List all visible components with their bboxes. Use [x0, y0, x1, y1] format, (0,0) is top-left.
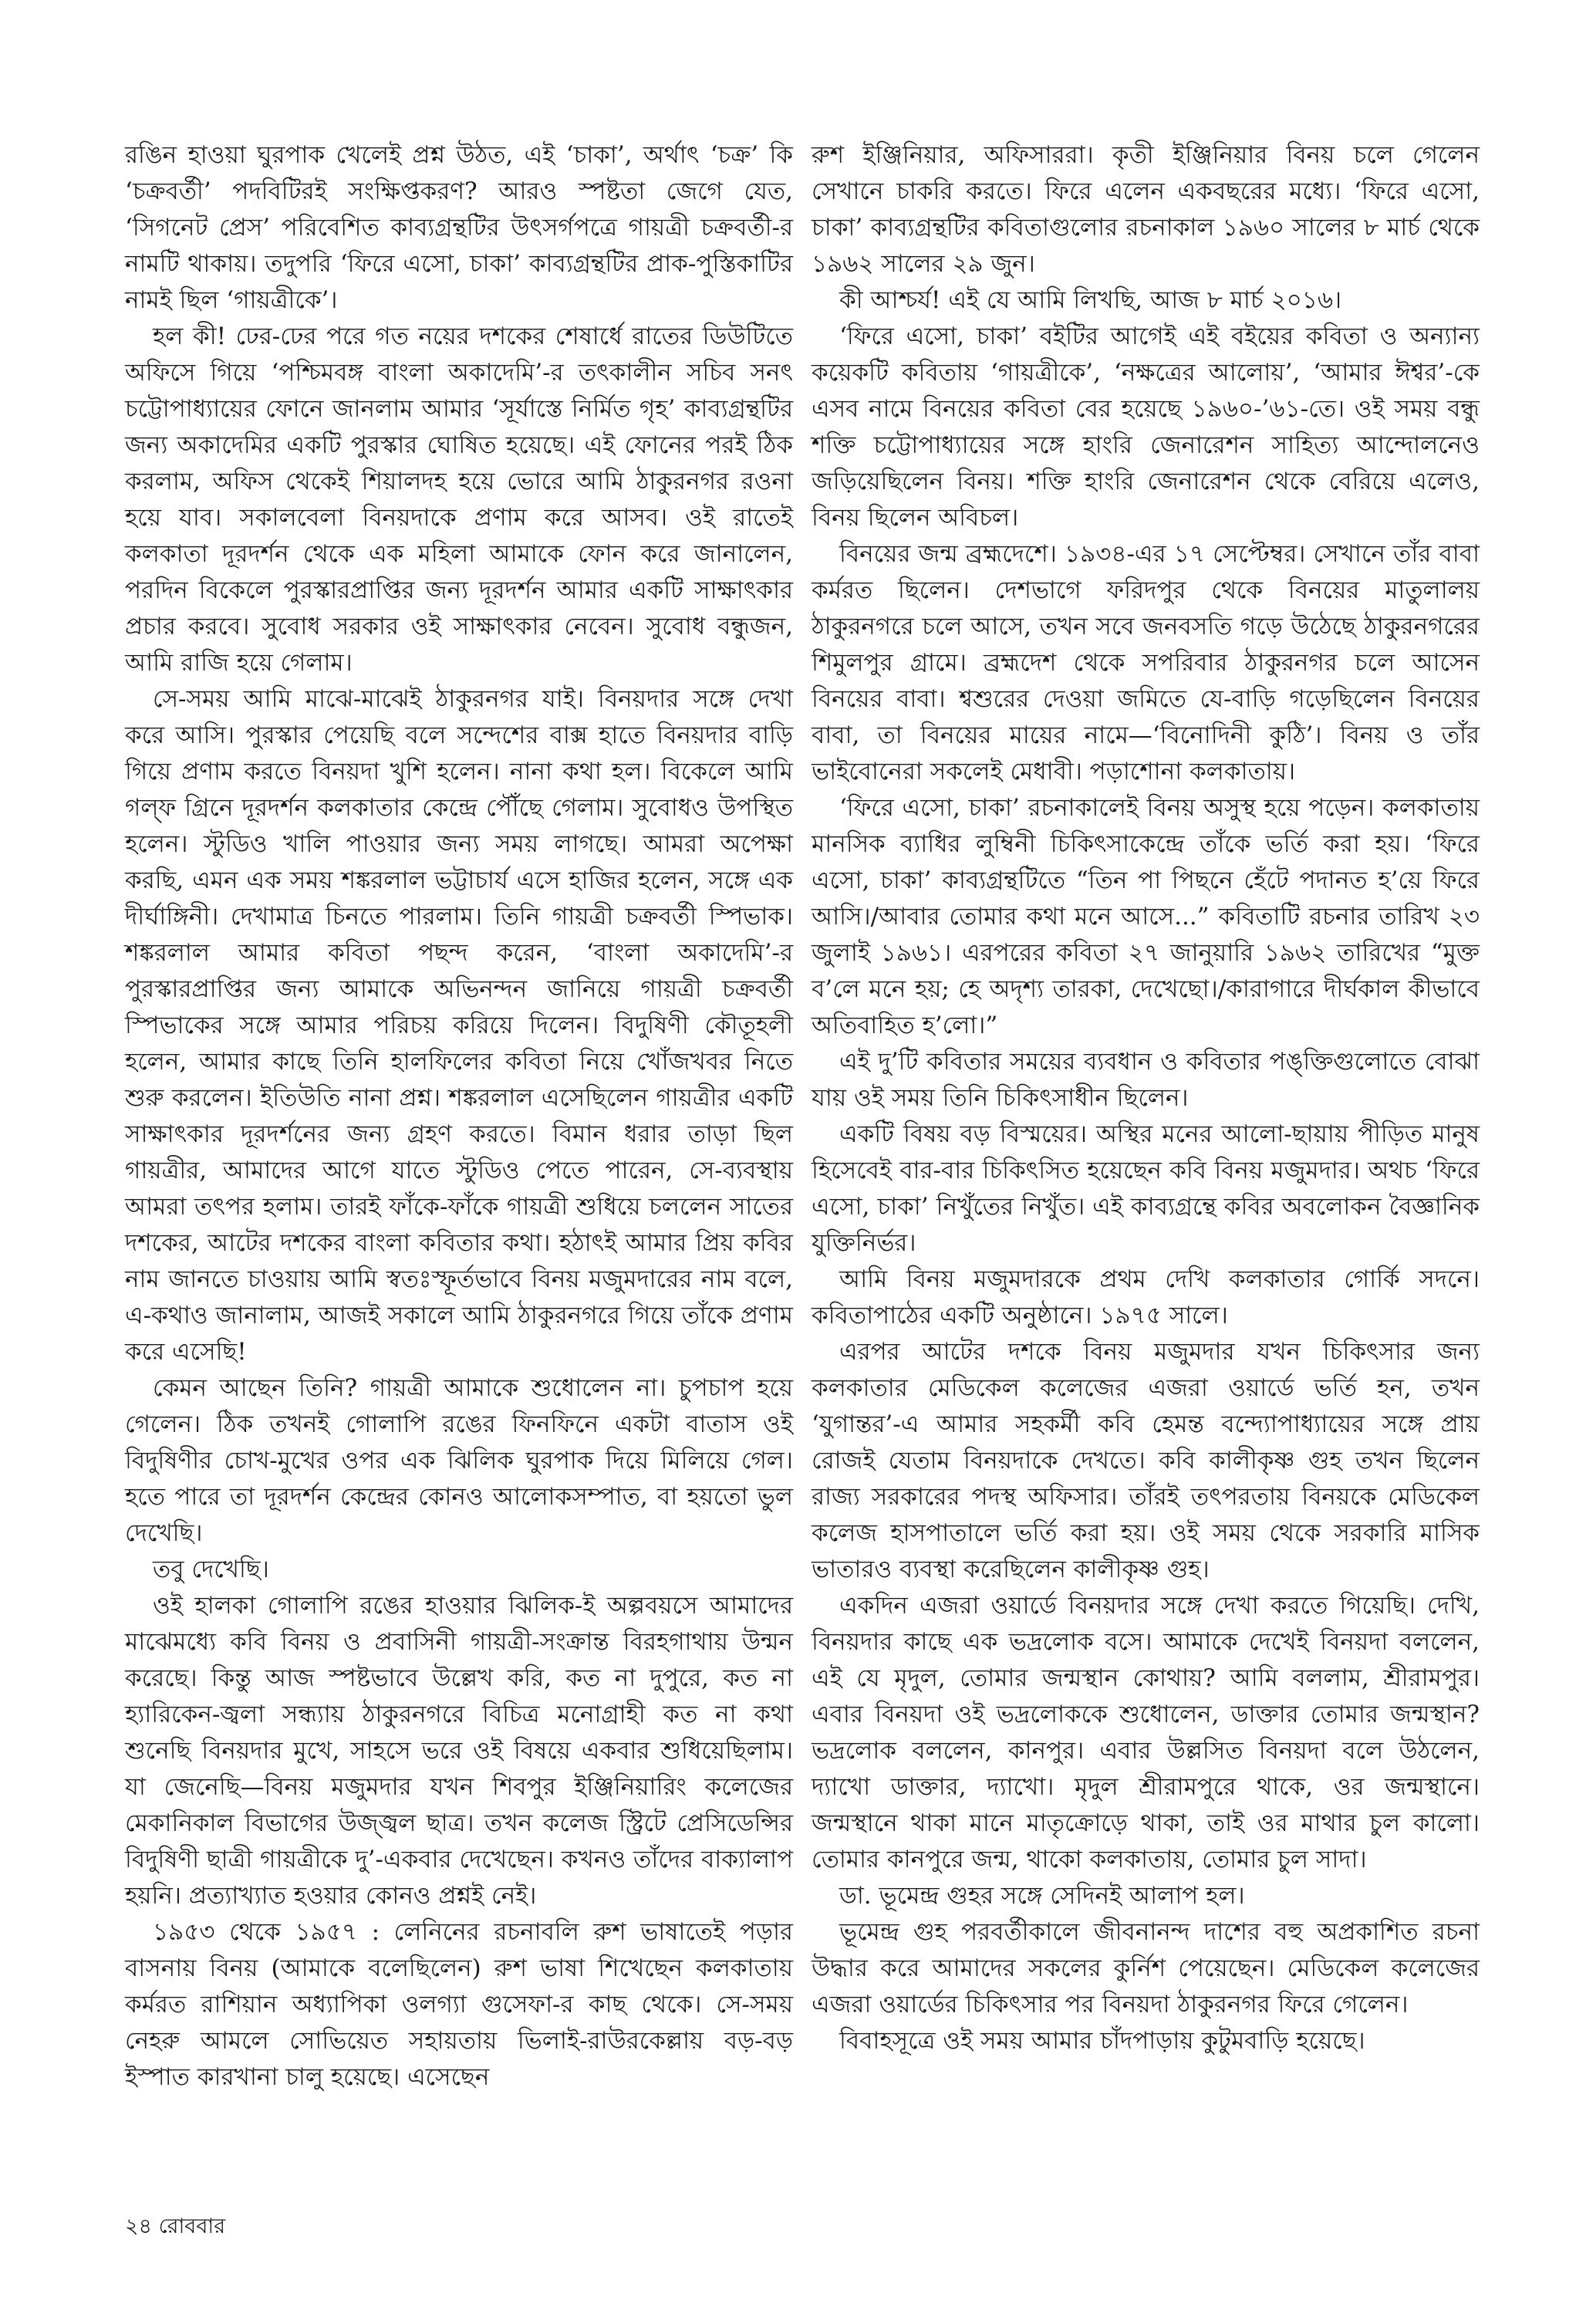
paragraph: ‘ফিরে এসো, চাকা’ বইটির আগেই এই বইয়ের কবিতা ও অন্যান্য কয়েকটি কবিতায় ‘গায়ত্রীকে’, ‘নক্ষত্রের আলোয়’, ‘আমার ঈশ্বর’-কে এসব নামে বিনয়ের কবিতা বের হয়েছে ১৯৬০-’৬১-তে। ওই সময় বন্ধু শক্তি চট্টোপাধ্যায়ের সঙ্গে হাংরি জেনারেশন সাহিত্য আন্দোলনেও জড়িয়েছিলেন বিনয়। শক্তি হাংরি জেনারেশন থেকে বেরিয়ে এলেও, বিনয় ছিলেন অবিচল। — [812, 323, 1480, 532]
paragraph: ‘ফিরে এসো, চাকা’ রচনাকালেই বিনয় অসুস্থ হয়ে পড়েন। কলকাতায় মানসিক ব্যাধির লুম্বিনী চিকিৎসাকেন্দ্রে তাঁকে ভর্তি করা হয়। ‘ফিরে এসো, চাকা’ কাব্যগ্রন্থটিতে “তিন পা পিছনে হেঁটে পদানত হ’য়ে ফিরে আসি।/আবার তোমার কথা মনে আসে...” কবিতাটি রচনার তারিখ ২৩ জুলাই ১৯৬১। এরপরের কবিতা ২৭ জানুয়ারি ১৯৬২ তারিখের “মুক্ত ব’লে মনে হয়; হে অদৃশ্য তারকা, দেখেছো।/কারাগারে দীর্ঘকাল কীভাবে অতিবাহিত হ’লো।” — [812, 794, 1480, 1039]
right-column — [812, 137, 1480, 2059]
paragraph: বিবাহসূত্রে ওই সময় আমার চাঁদপাড়ায় কুটুমবাড়ি হয়েছে। — [839, 2027, 1365, 2055]
paragraph: বিনয়ের জন্ম ব্রহ্মদেশে। ১৯৩৪-এর ১৭ সেপ্টেম্বর। সেখানে তাঁর বাবা কর্মরত ছিলেন। দেশভাগে ফরিদপুর থেকে বিনয়ের মাতুলালয় ঠাকুরনগরে চলে আসে, তখন সবে জনবসতি গড়ে উঠেছে ঠাকুরনগরের শিমুলপুর গ্রামে। ব্রহ্মদেশ থেকে সপরিবার ঠাকুরনগর চলে আসেন বিনয়ের বাবা। শ্বশুরের দেওয়া জমিতে যে-বাড়ি গড়েছিলেন বিনয়ের বাবা, তা বিনয়ের মায়ের নামে—‘বিনোদিনী কুঠি’। বিনয় ও তাঁর ভাইবোনেরা সকলেই মেধাবী। পড়াশোনা কলকাতায়। — [812, 540, 1480, 785]
paragraph: কী আশ্চর্য! এই যে আমি লিখছি, আজ ৮ মার্চ ২০১৬। — [839, 286, 1342, 314]
left-column — [125, 137, 793, 2096]
paragraph: ডা. ভূমেন্দ্র গুহর সঙ্গে সেদিনই আলাপ হল। — [839, 1882, 1245, 1910]
paragraph: কেমন আছেন তিনি? গায়ত্রী আমাকে শুধোলেন না। চুপচাপ হয়ে গেলেন। ঠিক তখনই গোলাপি রঙের ফিনফিনে একটা বাতাস ওই বিদুষিণীর চোখ-মুখের ওপর এক ঝিলিক ঘুরপাক দিয়ে মিলিয়ে গেল। হতে পারে তা দূরদর্শন কেন্দ্রের কোনও আলোকসম্পাত, বা হয়তো ভুল দেখেছি। — [125, 1374, 793, 1547]
paragraph: এরপর আটের দশকে বিনয় মজুমদার যখন চিকিৎসার জন্য কলকাতার মেডিকেল কলেজের এজরা ওয়ার্ডে ভর্তি হন, তখন ‘যুগান্তর’-এ আমার সহকর্মী কবি হেমন্ত বন্দ্যোপাধ্যায়ের সঙ্গে প্রায় রোজই যেতাম বিনয়দাকে দেখতে। কবি কালীকৃষ্ণ গুহ তখন ছিলেন রাজ্য সরকারের পদস্থ অফিসার। তাঁরই তৎপরতায় বিনয়কে মেডিকেল কলেজ হাসপাতালে ভর্তি করা হয়। ওই সময় থেকে সরকারি মাসিক ভাতারও ব্যবস্থা করেছিলেন কালীকৃষ্ণ গুহ। — [812, 1338, 1480, 1583]
paragraph: রুশ ইঞ্জিনিয়ার, অফিসাররা। কৃতী ইঞ্জিনিয়ার বিনয় চলে গেলেন সেখানে চাকরি করতে। ফিরে এলেন একবছরের মধ্যে। ‘ফিরে এসো, চাকা’ কাব্যগ্রন্থটির কবিতাগুলোর রচনাকাল ১৯৬০ সালের ৮ মার্চ থেকে ১৯৬২ সালের ২৯ জুন। — [812, 141, 1480, 278]
paragraph: একটি বিষয় বড় বিস্ময়ের। অস্থির মনের আলো-ছায়ায় পীড়িত মানুষ হিসেবেই বার-বার চিকিৎসিত হয়েছেন কবি বিনয় মজুমদার। অথচ ‘ফিরে এসো, চাকা’ নিখুঁতের নিখুঁত। এই কাব্যগ্রন্থে কবির অবলোকন বৈজ্ঞানিক যুক্তিনির্ভর। — [812, 1120, 1480, 1257]
page-number: ২৪ — [125, 2214, 153, 2238]
paragraph: তবু দেখেছি। — [153, 1556, 269, 1583]
magazine-name: রোববার — [158, 2214, 226, 2238]
paragraph: হল কী! ঢের-ঢের পরে গত নয়ের দশকের শেষার্ধে রাতের ডিউটিতে অফিসে গিয়ে ‘পশ্চিমবঙ্গ বাংলা অকাদেমি’-র তৎকালীন সচিব সনৎ চট্টোপাধ্যায়ের ফোনে জানলাম আমার ‘সূর্যাস্তে নির্মিত গৃহ’ কাব্যগ্রন্থটির জন্য অকাদেমির একটি পুরস্কার ঘোষিত হয়েছে। এই ফোনের পরই ঠিক করলাম, অফিস থেকেই শিয়ালদহ হয়ে ভোরে আমি ঠাকুরনগর রওনা হয়ে যাব। সকালবেলা বিনয়দাকে প্রণাম করে আসব। ওই রাতেই কলকাতা দূরদর্শন থেকে এক মহিলা আমাকে ফোন করে জানালেন, পরদিন বিকেলে পুরস্কারপ্রাপ্তির জন্য দূরদর্শন আমার একটি সাক্ষাৎকার প্রচার করবে। সুবোধ সরকার ওই সাক্ষাৎকার নেবেন। সুবোধ বন্ধুজন, আমি রাজি হয়ে গেলাম। — [125, 323, 793, 677]
paragraph: আমি বিনয় মজুমদারকে প্রথম দেখি কলকাতার গোর্কি সদনে। কবিতাপাঠের একটি অনুষ্ঠানে। ১৯৭৫ সালে। — [812, 1265, 1480, 1329]
paragraph: ১৯৫৩ থেকে ১৯৫৭ : লেনিনের রচনাবলি রুশ ভাষাতেই পড়ার বাসনায় বিনয় (আমাকে বলেছিলেন) রুশ ভাষা শিখেছেন কলকাতায় কর্মরত রাশিয়ান অধ্যাপিকা ওলগ্যা গুসেফা-র কাছ থেকে। সে-সময় নেহরু আমলে সোভিয়েত সহায়তায় ভিলাই-রাউরকেল্লায় বড়-বড় ইস্পাত কারখানা চালু হয়েছে। এসেছেন — [125, 1918, 793, 2091]
paragraph: এই দু’টি কবিতার সময়ের ব্যবধান ও কবিতার পঙ্‌ক্তিগুলোতে বোঝা যায় ওই সময় তিনি চিকিৎসাধীন ছিলেন। — [812, 1048, 1480, 1112]
paragraph: একদিন এজরা ওয়ার্ডে বিনয়দার সঙ্গে দেখা করতে গিয়েছি। দেখি, বিনয়দার কাছে এক ভদ্রলোক বসে। আমাকে দেখেই বিনয়দা বললেন, এই যে মৃদুল, তোমার জন্মস্থান কোথায়? আমি বললাম, শ্রীরামপুর। এবার বিনয়দা ওই ভদ্রলোককে শুধোলেন, ডাক্তার তোমার জন্মস্থান? ভদ্রলোক বললেন, কানপুর। এবার উল্লসিত বিনয়দা বলে উঠলেন, দ্যাখো ডাক্তার, দ্যাখো। মৃদুল শ্রীরামপুরে থাকে, ওর জন্মস্থানে। জন্মস্থানে থাকা মানে মাতৃক্রোড়ে থাকা, তাই ওর মাথার চুল কালো। তোমার কানপুরে জন্ম, থাকো কলকাতায়, তোমার চুল সাদা। — [812, 1592, 1480, 1873]
paragraph: রঙিন হাওয়া ঘুরপাক খেলেই প্রশ্ন উঠত, এই ‘চাকা’, অর্থাৎ ‘চক্র’ কি ‘চক্রবর্তী’ পদবিটিরই সংক্ষিপ্তকরণ? আরও স্পষ্টতা জেগে যেত, ‘সিগনেট প্রেস’ পরিবেশিত কাব্যগ্রন্থটির উৎসর্গপত্রে গায়ত্রী চক্রবর্তী-র নামটি থাকায়। তদুপরি ‘ফিরে এসো, চাকা’ কাব্যগ্রন্থটির প্রাক-পুস্তিকাটির নামই ছিল ‘গায়ত্রীকে’। — [125, 141, 793, 314]
paragraph: সে-সময় আমি মাঝে-মাঝেই ঠাকুরনগর যাই। বিনয়দার সঙ্গে দেখা করে আসি। পুরস্কার পেয়েছি বলে সন্দেশের বাক্স হাতে বিনয়দার বাড়ি গিয়ে প্রণাম করতে বিনয়দা খুশি হলেন। নানা কথা হল। বিকেলে আমি গল্‌ফ গ্রিনে দূরদর্শন কলকাতার কেন্দ্রে পৌঁছে গেলাম। সুবোধও উপস্থিত হলেন। স্টুডিও খালি পাওয়ার জন্য সময় লাগছে। আমরা অপেক্ষা করছি, এমন এক সময় শঙ্করলাল ভট্টাচার্য এসে হাজির হলেন, সঙ্গে এক দীর্ঘাঙ্গিনী। দেখামাত্র চিনতে পারলাম। তিনি গায়ত্রী চক্রবর্তী স্পিভাক। শঙ্করলাল আমার কবিতা পছন্দ করেন, ‘বাংলা অকাদেমি’-র পুরস্কারপ্রাপ্তির জন্য আমাকে অভিনন্দন জানিয়ে গায়ত্রী চক্রবর্তী স্পিভাকের সঙ্গে আমার পরিচয় করিয়ে দিলেন। বিদুষিণী কৌতূহলী হলেন, আমার কাছে তিনি হালফিলের কবিতা নিয়ে খোঁজখবর নিতে শুরু করলেন। ইতিউতি নানা প্রশ্ন। শঙ্করলাল এসেছিলেন গায়ত্রীর একটি সাক্ষাৎকার দূরদর্শনের জন্য গ্রহণ করতে। বিমান ধরার তাড়া ছিল গায়ত্রীর, আমাদের আগে যাতে স্টুডিও পেতে পারেন, সে-ব্যবস্থায় আমরা তৎপর হলাম। তারই ফাঁকে-ফাঁকে গায়ত্রী শুধিয়ে চললেন সাতের দশকের, আটের দশকের বাংলা কবিতার কথা। হঠাৎই আমার প্রিয় কবির নাম জানতে চাওয়ায় আমি স্বতঃস্ফূর্তভাবে বিনয় মজুমদারের নাম বলে, এ-কথাও জানালাম, আজই সকালে আমি ঠাকুরনগরে গিয়ে তাঁকে প্রণাম করে এসেছি! — [125, 685, 793, 1366]
paragraph: ভূমেন্দ্র গুহ পরবর্তীকালে জীবনানন্দ দাশের বহু অপ্রকাশিত রচনা উদ্ধার করে আমাদের সকলের কুর্নিশ পেয়েছেন। মেডিকেল কলেজের এজরা ওয়ার্ডের চিকিৎসার পর বিনয়দা ঠাকুরনগর ফিরে গেলেন। — [812, 1918, 1480, 2018]
page-footer — [125, 2213, 225, 2241]
paragraph: ওই হালকা গোলাপি রঙের হাওয়ার ঝিলিক-ই অল্পবয়সে আমাদের মাঝেমধ্যে কবি বিনয় ও প্রবাসিনী গায়ত্রী-সংক্রান্ত বিরহগাথায় উন্মন করেছে। কিন্তু আজ স্পষ্টভাবে উল্লেখ করি, কত না দুপুরে, কত না হ্যারিকেন-জ্বলা সন্ধ্যায় ঠাকুরনগরে বিচিত্র মনোগ্রাহী কত না কথা শুনেছি বিনয়দার মুখে, সাহসে ভরে ওই বিষয়ে একবার শুধিয়েছিলাম। যা জেনেছি—বিনয় মজুমদার যখন শিবপুর ইঞ্জিনিয়ারিং কলেজের মেকানিকাল বিভাগের উজ্জ্বল ছাত্র। তখন কলেজ স্ট্রিটে প্রেসিডেন্সির বিদুষিণী ছাত্রী গায়ত্রীকে দু’-একবার দেখেছেন। কখনও তাঁদের বাক্যালাপ হয়নি। প্রত্যাখ্যাত হওয়ার কোনও প্রশ্নই নেই। — [125, 1592, 793, 1910]
